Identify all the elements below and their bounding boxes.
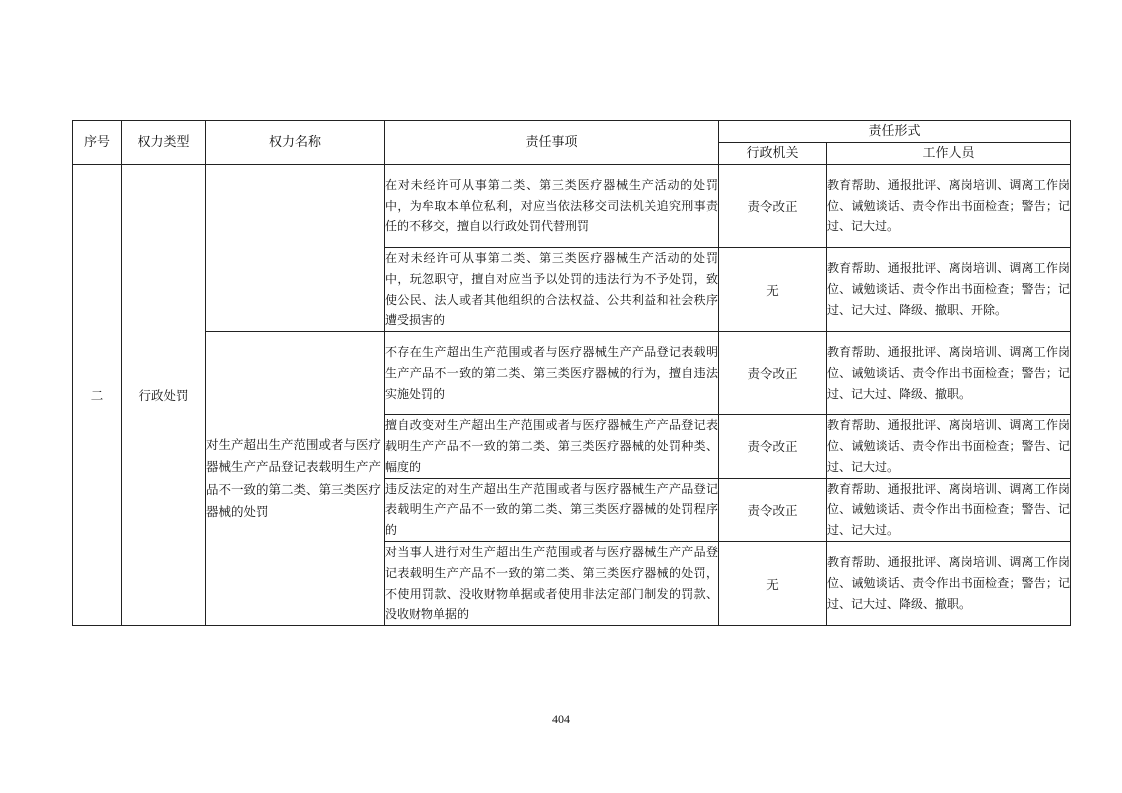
agency-cell: 责令改正 [719,165,827,248]
staff-cell: 教育帮助、通报批评、离岗培训、调离工作岗位、诫勉谈话、责令作出书面检查；警告；记过、记大过、降级、撤职。 [827,541,1071,625]
power-name-cell: 对生产超出生产范围或者与医疗器械生产产品登记表载明生产产品不一致的第二类、第三类医疗器械的处罚 [206,332,385,626]
matter-cell: 在对未经许可从事第二类、第三类医疗器械生产活动的处罚中，玩忽职守，擅自对应当予以处罚的违法行为不予处罚，致使公民、法人或者其他组织的合法权益、公共利益和社会秩序遭受损害的 [385,248,719,332]
responsibility-table [72,120,1071,626]
agency-cell: 责令改正 [719,415,827,478]
seq-cell: 二 [73,165,122,626]
table-row [73,332,1071,415]
matter-cell: 擅自改变对生产超出生产范围或者与医疗器械生产产品登记表载明生产产品不一致的第二类、第三类医疗器械的处罚种类、幅度的 [385,415,719,478]
header-power-name: 权力名称 [206,121,385,165]
matter-cell: 不存在生产超出生产范围或者与医疗器械生产产品登记表载明生产产品不一致的第二类、第三类医疗器械的行为，擅自违法实施处罚的 [385,332,719,415]
agency-cell: 责令改正 [719,332,827,415]
staff-cell: 教育帮助、通报批评、离岗培训、调离工作岗位、诫勉谈话、责令作出书面检查；警告；记过、记大过、降级、撤职。 [827,332,1071,415]
header-power-type: 权力类型 [122,121,206,165]
header-agency: 行政机关 [719,143,827,165]
agency-cell: 无 [719,248,827,332]
header-staff: 工作人员 [827,143,1071,165]
header-row-1 [73,121,1071,143]
staff-cell: 教育帮助、通报批评、离岗培训、调离工作岗位、诫勉谈话、责令作出书面检查；警告、记过、记大过。 [827,415,1071,478]
agency-cell: 责令改正 [719,478,827,541]
page-number: 404 [552,712,570,726]
staff-cell: 教育帮助、通报批评、离岗培训、调离工作岗位、诫勉谈话、责令作出书面检查；警告；记过、记大过、降级、撤职、开除。 [827,248,1071,332]
table-row [73,165,1071,248]
staff-cell: 教育帮助、通报批评、离岗培训、调离工作岗位、诫勉谈话、责令作出书面检查；警告、记过、记大过。 [827,478,1071,541]
power-type-cell: 行政处罚 [122,165,206,626]
header-form: 责任形式 [719,121,1071,143]
agency-cell: 无 [719,541,827,625]
power-name-cell-group1 [206,165,385,332]
header-matter: 责任事项 [385,121,719,165]
matter-cell: 违反法定的对生产超出生产范围或者与医疗器械生产产品登记表载明生产产品不一致的第二类、第三类医疗器械的处罚程序的 [385,478,719,541]
header-seq: 序号 [73,121,122,165]
staff-cell: 教育帮助、通报批评、离岗培训、调离工作岗位、诫勉谈话、责令作出书面检查；警告；记过、记大过。 [827,165,1071,248]
matter-cell: 对当事人进行对生产超出生产范围或者与医疗器械生产产品登记表载明生产产品不一致的第二类、第三类医疗器械的处罚，不使用罚款、没收财物单据或者使用非法定部门制发的罚款、没收财物单据的 [385,541,719,625]
matter-cell: 在对未经许可从事第二类、第三类医疗器械生产活动的处罚中，为牟取本单位私利，对应当依法移交司法机关追究刑事责任的不移交，擅自以行政处罚代替刑罚 [385,165,719,248]
